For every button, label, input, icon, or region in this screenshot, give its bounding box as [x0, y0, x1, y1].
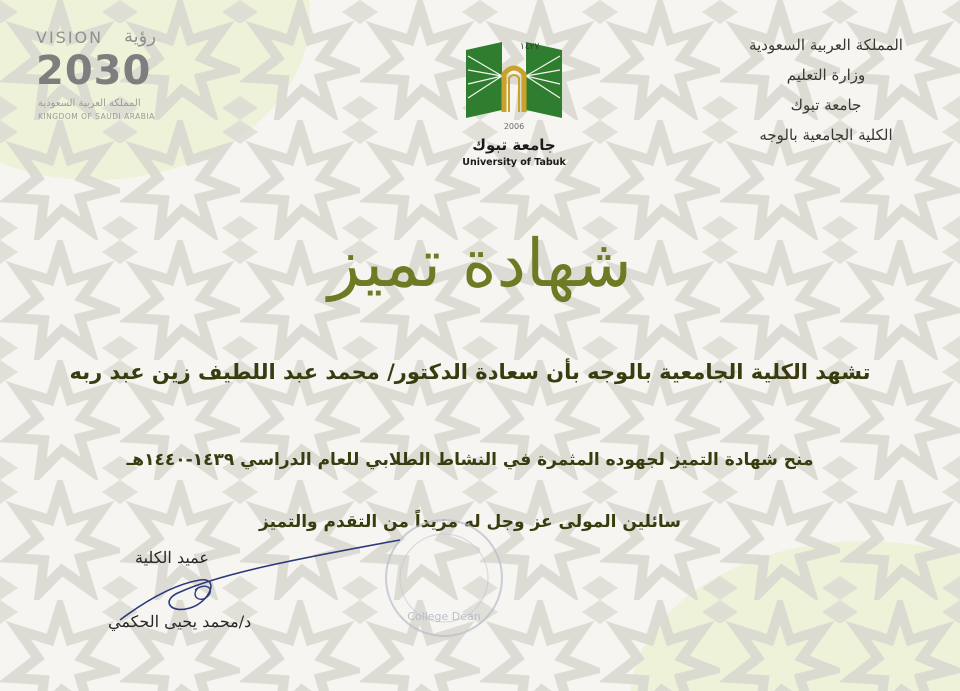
header-line-university: جامعة تبوك: [790, 96, 862, 114]
signature-title: عميد الكلية: [135, 548, 209, 567]
university-year: 2006: [503, 122, 525, 131]
university-name-ar: جامعة تبوك: [472, 136, 556, 154]
university-name-en: University of Tabuk: [462, 157, 566, 168]
certificate-body-line-1: تشهد الكلية الجامعية بالوجه بأن سعادة الدكتور/ محمد عبد اللطيف زين عبد ربه: [69, 360, 871, 384]
kingdom-label-ar: المملكة العربية السعودية: [38, 98, 141, 109]
vision-label: VISION: [36, 28, 104, 47]
university-emblem-icon: [462, 40, 566, 122]
header-line-college: الكلية الجامعية بالوجه: [759, 126, 893, 144]
kingdom-label: KINGDOM OF SAUDI ARABIA: [38, 112, 155, 121]
certificate-header: [726, 30, 926, 150]
stamp-text: College Dean: [407, 610, 481, 623]
certificate-title: شهادة تميز: [328, 225, 632, 302]
vision-2030-logo: [36, 28, 186, 128]
university-logo: [462, 40, 566, 175]
header-line-kingdom: المملكة العربية السعودية: [749, 36, 903, 54]
vision-year: 2030: [36, 48, 152, 94]
header-line-ministry: وزارة التعليم: [786, 66, 866, 84]
university-hijri-year: ١٤٢٧: [520, 42, 540, 52]
certificate-body-line-3: سائلين المولى عز وجل له مزيداً من التقدم والتميز: [259, 512, 681, 532]
vision-label-ar: رؤية: [124, 26, 157, 47]
certificate-body-line-2: منح شهادة التميز لجهوده المثمرة في النشاط الطلابي للعام الدراسي ١٤٣٩-١٤٤٠هـ: [126, 450, 814, 470]
signature-name: د/محمد يحيى الحكمي: [108, 612, 252, 631]
